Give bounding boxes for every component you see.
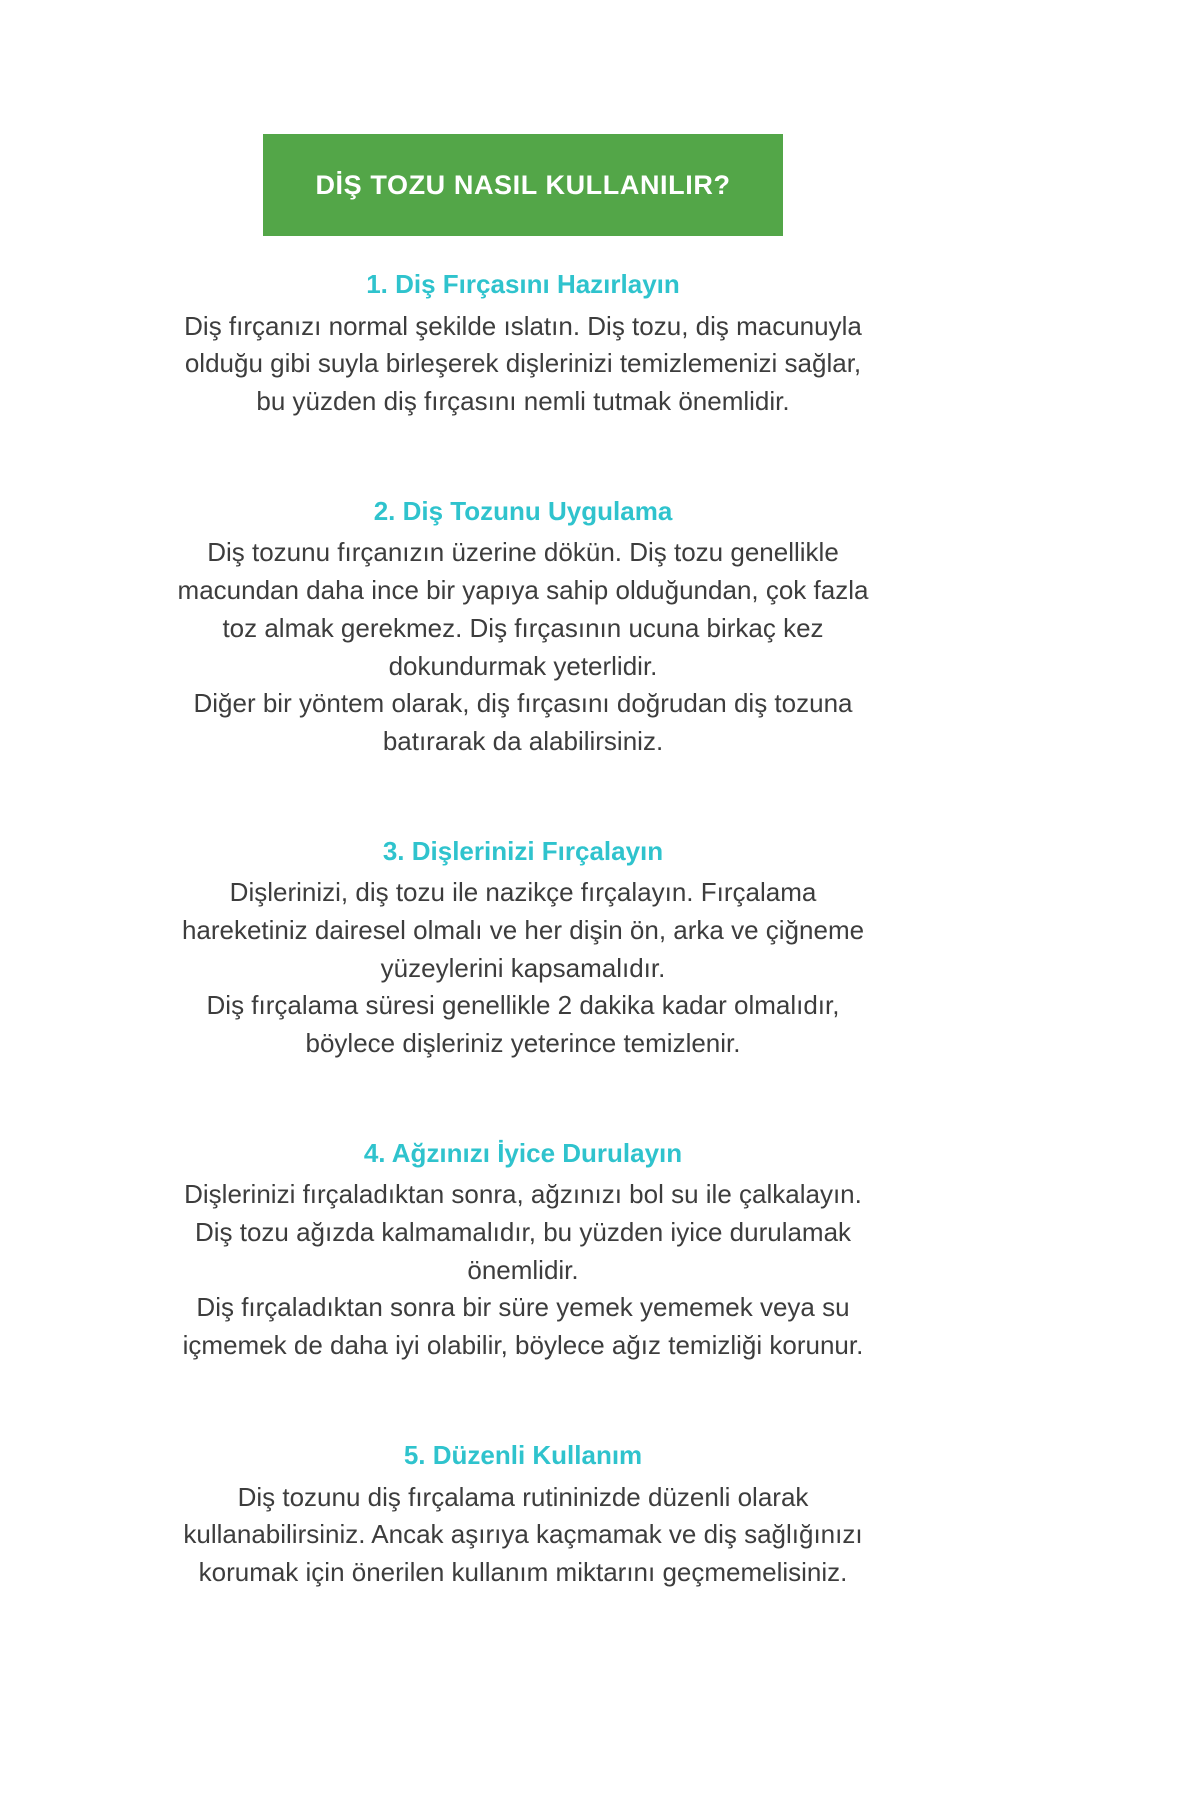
section-heading: 3. Dişlerinizi Fırçalayın bbox=[382, 835, 664, 866]
section-paragraph: Diğer bir yöntem olarak, diş fırçasını doğrudan diş tozuna batırarak da alabilirsiniz. bbox=[193, 688, 853, 756]
page-title: DİŞ TOZU NASIL KULLANILIR? bbox=[315, 169, 731, 200]
instruction-section-2 bbox=[173, 493, 873, 761]
section-paragraph: Diş tozunu fırçanızın üzerine dökün. Diş tozu genellikle macundan daha ince bir yapıya sahip olduğundan, çok fazla toz almak gerekmez. Diş fırçasının ucuna birkaç kez dokundurmak yeterlidir. bbox=[177, 537, 869, 681]
section-heading: 5. Düzenli Kullanım bbox=[403, 1439, 643, 1470]
title-banner bbox=[263, 134, 783, 236]
section-paragraph: Diş fırçanızı normal şekilde ıslatın. Diş tozu, diş macunuyla olduğu gibi suyla birleşerek dişlerinizi temizlemenizi sağlar, bu yüzden diş fırçasını nemli tutmak önemlidir. bbox=[184, 310, 862, 417]
instruction-section-3 bbox=[173, 833, 873, 1063]
section-paragraph: Diş fırçalama süresi genellikle 2 dakika kadar olmalıdır, böylece dişleriniz yeterince temizlenir. bbox=[206, 990, 840, 1058]
section-heading: 2. Diş Tozunu Uygulama bbox=[373, 495, 673, 526]
section-paragraph: Dişlerinizi, diş tozu ile nazikçe fırçalayın. Fırçalama hareketiniz dairesel olmalı ve her dişin ön, arka ve çiğneme yüzeylerini kapsamalıdır. bbox=[181, 877, 865, 983]
section-paragraph: Dişlerinizi fırçaladıktan sonra, ağzınızı bol su ile çalkalayın. Diş tozu ağızda kalmamalıdır, bu yüzden iyice durulamak önemlidir. bbox=[184, 1179, 862, 1285]
section-heading: 1. Diş Fırçasını Hazırlayın bbox=[366, 269, 680, 299]
content-column bbox=[173, 0, 873, 1592]
section-paragraph: Diş fırçaladıktan sonra bir süre yemek yememek veya su içmemek de daha iyi olabilir, böylece ağız temizliği korunur. bbox=[182, 1292, 864, 1361]
instruction-section-1 bbox=[173, 266, 873, 421]
instruction-section-5 bbox=[173, 1437, 873, 1592]
section-heading: 4. Ağzınızı İyice Durulayın bbox=[363, 1137, 683, 1168]
instruction-section-4 bbox=[173, 1135, 873, 1365]
section-paragraph: Diş tozunu diş fırçalama rutininizde düzenli olarak kullanabilirsiniz. Ancak aşırıya kaçmamak ve diş sağlığınızı korumak için önerilen kullanım miktarını geçmemelisiniz. bbox=[183, 1481, 863, 1587]
